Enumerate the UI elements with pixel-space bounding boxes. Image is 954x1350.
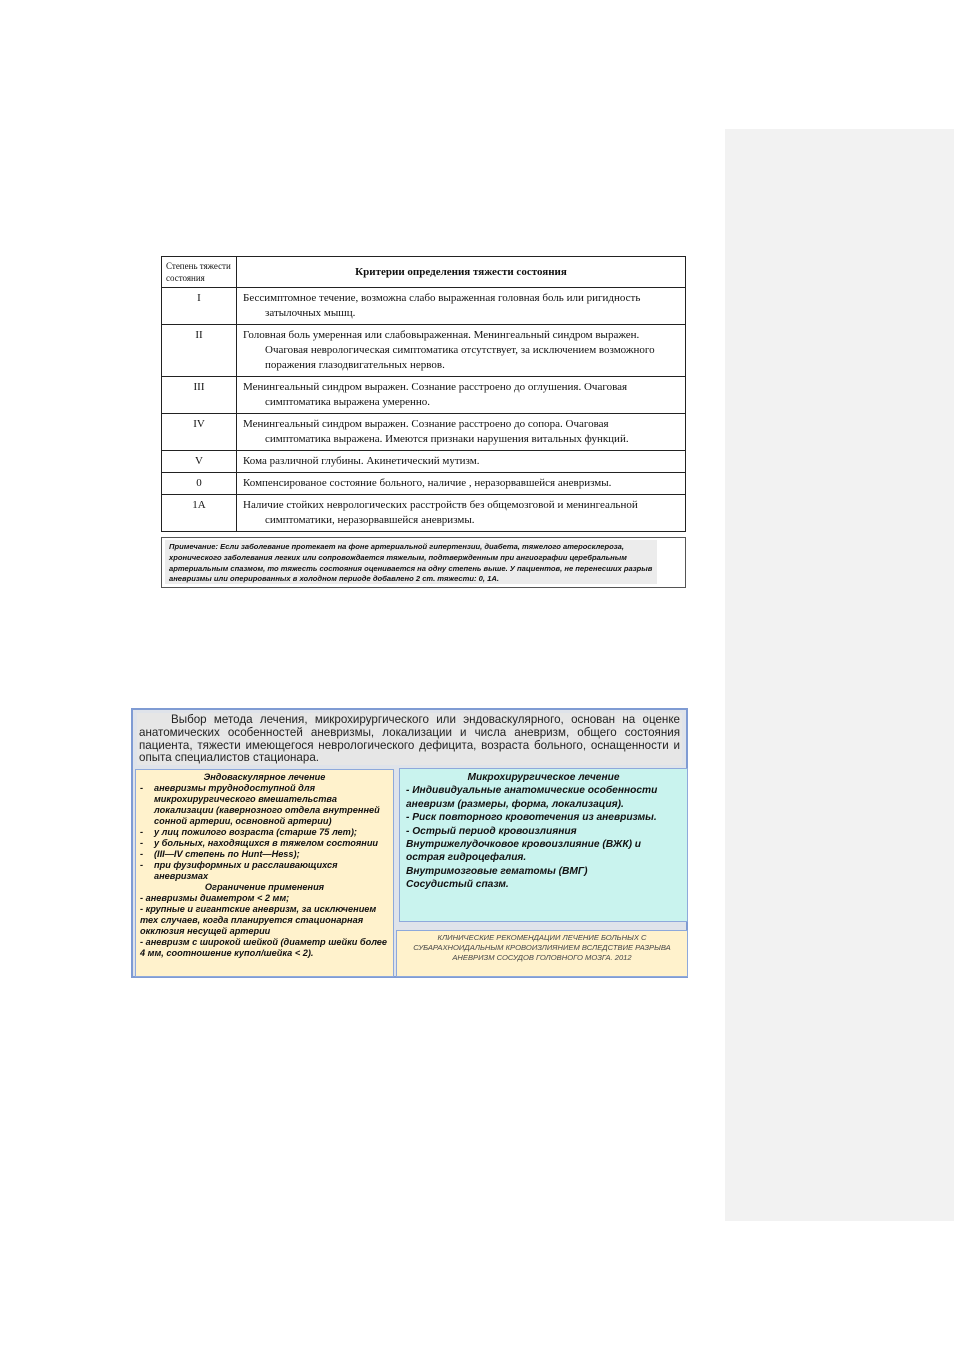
table-row <box>162 288 686 325</box>
list-item: - аневризм с широкой шейкой (диаметр шейки более 4 мм, соотношение купол/шейка < 2). <box>140 937 388 958</box>
criteria-text-cont: симптоматика выражена умеренно. <box>265 396 430 408</box>
list-item: - Острый период кровоизлияния <box>406 825 577 837</box>
table-row <box>162 414 686 451</box>
list-item: - у лиц пожилого возраста (старше 75 лет); <box>140 827 389 838</box>
criteria-cell <box>237 473 686 495</box>
grade-cell: 1А <box>162 495 237 532</box>
endovascular-panel <box>135 769 394 977</box>
criteria-text-cont: симптоматика выражена. Имеются признаки нарушения витальных функций. <box>265 433 629 445</box>
grade-cell: III <box>162 377 237 414</box>
grade-cell: IV <box>162 414 237 451</box>
slide-intro: Выбор метода лечения, микрохирургического или эндоваскулярного, основан на оценке анатомических особенностей аневризмы, локализации и числа аневризм, общего состояния пациента, тяжести имеющегося неврологического дефицита, возраста больного, оснащенности и опыта специалистов стационара. <box>139 713 680 765</box>
table-row <box>162 495 686 532</box>
microsurgical-panel <box>399 768 688 922</box>
list-item: - Риск повторного кровотечения из аневризмы. <box>406 812 657 824</box>
list-item: - у больных, находящихся в тяжелом состоянии <box>140 838 389 849</box>
grade-cell: I <box>162 288 237 325</box>
criteria-text: Кома различной глубины. Акинетический мутизм. <box>243 455 480 467</box>
grade-cell: V <box>162 451 237 473</box>
table-row <box>162 473 686 495</box>
criteria-text: Компенсированое состояние больного, наличие , неразорвавшейся аневризмы. <box>243 477 612 489</box>
list-item: Внутрижелудочковое кровоизлияние (ВЖК) и острая гидроцефалия. <box>406 839 642 864</box>
list-item: - аневризмы диаметром < 2 мм; <box>140 893 290 903</box>
grade-cell: 0 <box>162 473 237 495</box>
grade-cell: II <box>162 325 237 377</box>
table-note-box <box>161 537 686 588</box>
list-item: Внутримозговые гематомы (ВМГ) <box>406 865 588 877</box>
list-item: - крупные и гигантские аневризм, за исключением тех случаев, когда планируется стационарная окклюзия несущей артерии <box>140 904 377 936</box>
comment-pane <box>725 129 954 1221</box>
criteria-cell <box>237 451 686 473</box>
criteria-text-cont: симптоматики, неразорвавшейся аневризмы. <box>265 514 475 526</box>
criteria-cell <box>237 495 686 532</box>
endovascular-heading: Эндоваскулярное лечение <box>203 772 326 782</box>
table-header-row <box>162 257 686 288</box>
criteria-cell <box>237 377 686 414</box>
criteria-cell <box>237 414 686 451</box>
treatment-slide <box>131 708 688 978</box>
endovascular-list <box>140 783 389 882</box>
grade-column-header: Степень тяжести состояния <box>162 257 237 288</box>
reference-caption: КЛИНИЧЕСКИЕ РЕКОМЕНДАЦИИ ЛЕЧЕНИЕ БОЛЬНЫХ С СУБАРАХНОИДАЛЬНЫМ КРОВОИЗЛИЯНИЕМ ВСЛЕДСТВИЕ РАЗРЫВА АНЕВРИЗМ СОСУДОВ ГОЛОВНОГО МОЗГА. 2012 <box>396 930 688 977</box>
list-item: - при фузиформных и расслаивающихся аневризмах <box>140 860 389 882</box>
criteria-text: Наличие стойких неврологических расстройств без общемозговой и менингеальной <box>243 499 638 511</box>
criteria-text-cont: Очаговая неврологическая симптоматика отсутствует, за исключением возможного поражения глазодвигательных нервов. <box>265 344 655 371</box>
list-item: - аневризмы труднодоступной для микрохирургического вмешательства локализации (кавернозного отдела внутренней сонной артерии, освновной артерии) <box>140 783 389 827</box>
limitations-heading: Ограничение применения <box>204 882 325 892</box>
table-row <box>162 377 686 414</box>
criteria-text: Менингеальный синдром выражен. Сознание расстроено до оглушения. Очаговая <box>243 381 628 393</box>
list-item: - (III—IV степень по Hunt—Hess); <box>140 849 389 860</box>
microsurgical-heading: Микрохирургическое лечение <box>467 772 620 783</box>
criteria-cell <box>237 288 686 325</box>
limitations-list <box>140 893 389 959</box>
list-item: Сосудистый спазм. <box>406 879 509 891</box>
criteria-text: Бессимптомное течение, возможна слабо выраженная головная боль или ригидность <box>243 292 641 304</box>
criteria-column-header: Критерии определения тяжести состояния <box>237 257 686 288</box>
criteria-text: Менингеальный синдром выражен. Сознание расстроено до сопора. Очаговая <box>243 418 609 430</box>
criteria-cell <box>237 325 686 377</box>
criteria-text: Головная боль умеренная или слабовыраженная. Менингеальный синдром выражен. <box>243 329 640 341</box>
severity-table <box>161 256 686 532</box>
table-row <box>162 451 686 473</box>
table-row <box>162 325 686 377</box>
criteria-text-cont: затылочных мышц. <box>265 307 356 319</box>
table-note: Примечание: Если заболевание протекает на фоне артериальной гипертензии, диабета, тяжелого атеросклероза, хронического заболевания легких или сопровождается тяжелым, подтвержденным при ангиографии церебральным артериальным спазмом, то тяжесть состояния оценивается на одну степень выше. У пациентов, не перенесших разрыв аневризмы или оперированных в холодном периоде добавлено 2 ст. тяжести: 0, 1А. <box>165 540 657 584</box>
list-item: - Индивидуальные анатомические особенности аневризм (размеры, форма, локализация). <box>406 785 658 810</box>
